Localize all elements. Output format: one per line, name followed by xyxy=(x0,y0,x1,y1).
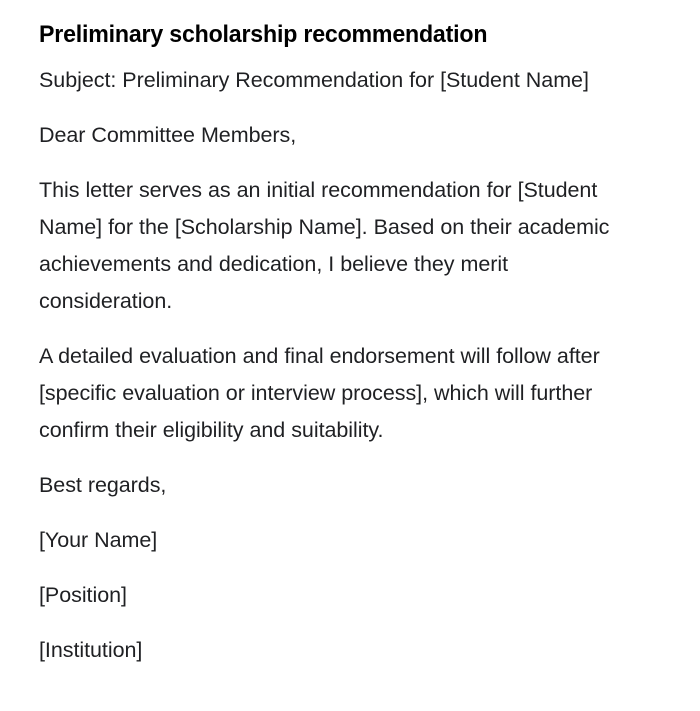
signature-institution: [Institution] xyxy=(39,638,143,662)
salutation: Dear Committee Members, xyxy=(39,123,297,147)
body-paragraph-2: A detailed evaluation and final endorsement will follow after [specific evaluation or interview process], which will further confirm their eligibility and suitability. xyxy=(39,344,600,442)
body-paragraph-1: This letter serves as an initial recommendation for [Student Name] for the [Scholarship Name]. Based on their academic achievements and dedication, I believe they merit consideration. xyxy=(39,178,610,313)
signature-name: [Your Name] xyxy=(39,528,158,552)
signature-position: [Position] xyxy=(39,583,127,607)
closing-line: Best regards, xyxy=(39,473,167,497)
subject-line: Subject: Preliminary Recommendation for [Student Name] xyxy=(39,68,589,92)
letter-body xyxy=(39,62,614,669)
page-title: Preliminary scholarship recommendation xyxy=(39,21,488,48)
